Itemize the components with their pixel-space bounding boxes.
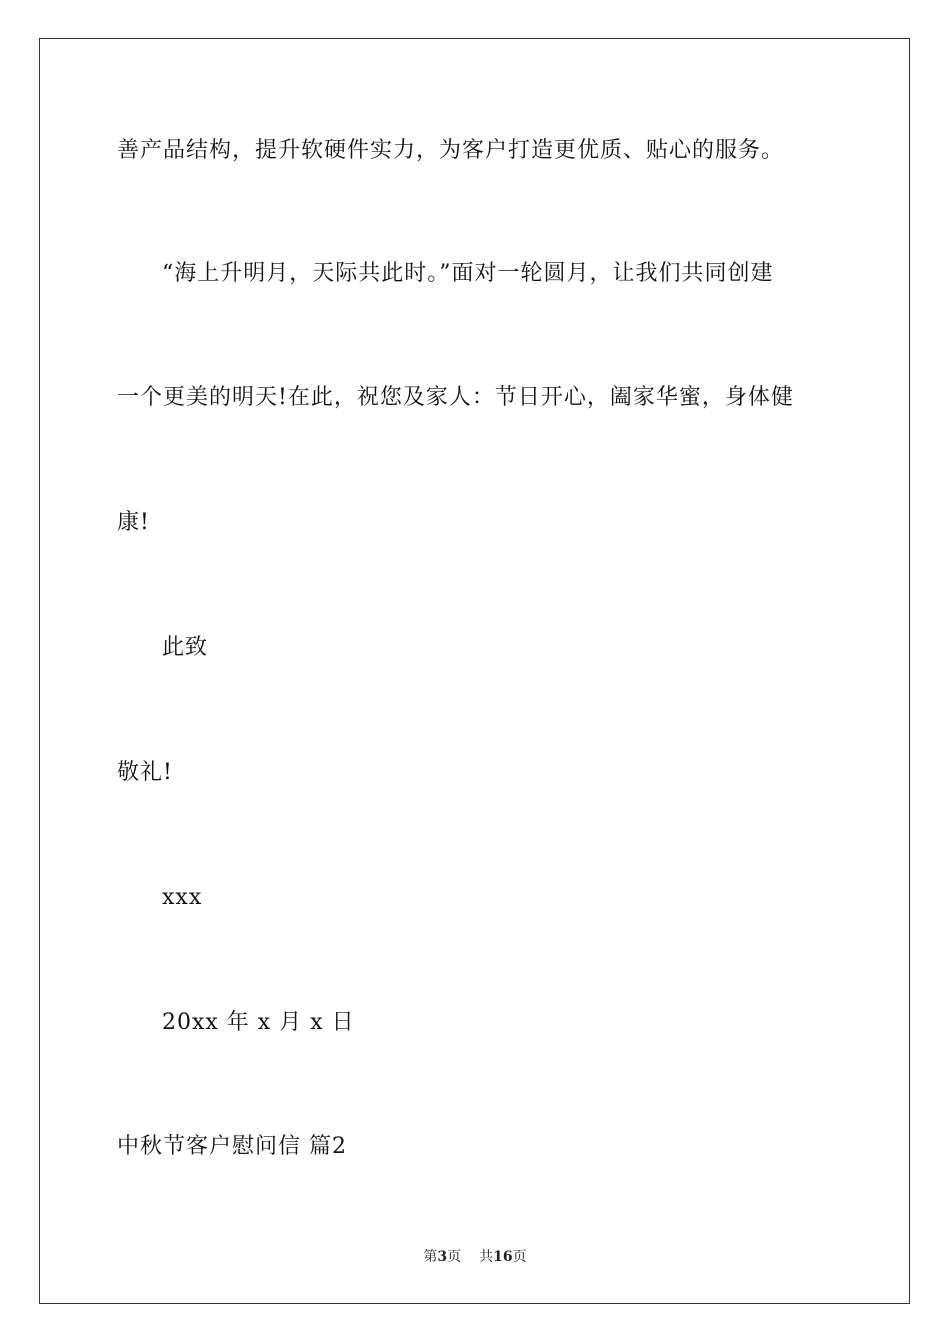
closing-salutation: 此致	[162, 635, 209, 660]
section-heading: 中秋节客户慰问信 篇2	[117, 1134, 347, 1159]
footer-page-suffix: 页	[447, 1249, 462, 1265]
footer-page-total: 16	[493, 1249, 513, 1265]
footer-page-current: 3	[437, 1249, 448, 1265]
paragraph-line-3: 一个更美的明天!在此，祝您及家人：节日开心，阖家华蜜，身体健	[117, 385, 794, 410]
page-frame	[39, 38, 910, 1304]
signature: xxx	[162, 885, 203, 910]
page-footer	[0, 1247, 950, 1267]
footer-total-suffix: 页	[512, 1249, 527, 1265]
date-line: 20xx 年 x 月 x 日	[162, 1010, 355, 1035]
footer-page-prefix: 第	[423, 1249, 438, 1265]
footer-total-prefix: 共	[479, 1249, 494, 1265]
paragraph-line-2: “海上升明月，天际共此时。”面对一轮圆月，让我们共同创建	[162, 261, 774, 286]
closing-regards: 敬礼!	[117, 760, 173, 785]
paragraph-line-1: 善产品结构，提升软硬件实力，为客户打造更优质、贴心的服务。	[117, 138, 785, 163]
paragraph-line-4: 康!	[117, 510, 150, 535]
